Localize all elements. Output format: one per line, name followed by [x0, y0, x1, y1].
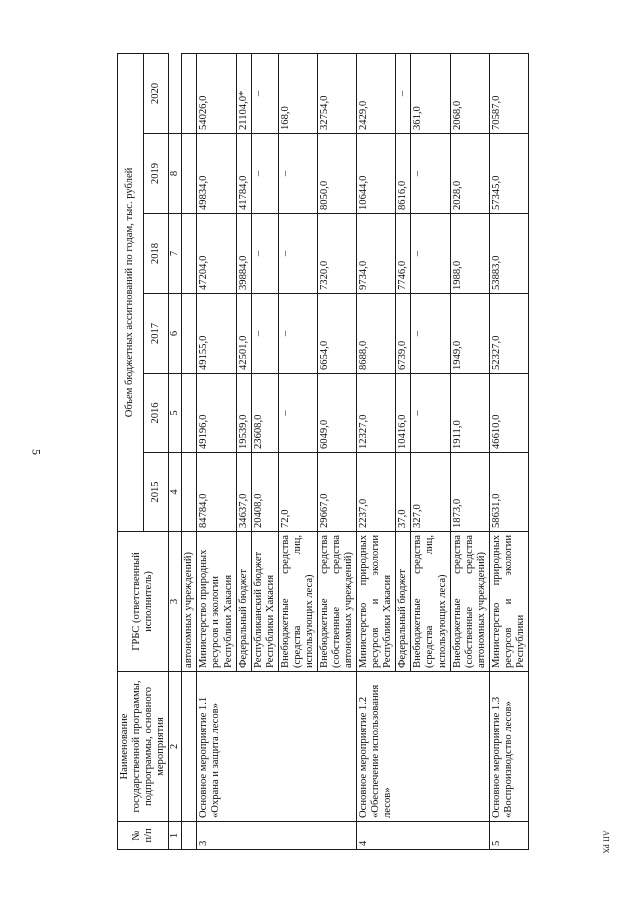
grbs-cell: Внебюджетные средства (собственные средства автономных учреждений)	[450, 532, 489, 672]
grbs-cell: Министерство природных ресурсов и экологии Республики Хакасия	[357, 532, 396, 672]
value-cell: 32754,0	[317, 53, 356, 133]
column-index: 3	[169, 532, 182, 672]
value-cell: 49196,0	[197, 374, 236, 453]
value-cell: 6654,0	[317, 294, 356, 374]
column-index: 8	[169, 134, 182, 214]
event-name: Основное мероприятие 1.3 «Воспроизводство лесов»	[489, 672, 528, 822]
grbs-cell: Внебюджетные средства (средства лиц, использующих леса)	[278, 532, 317, 672]
header-year: 2019	[143, 134, 169, 214]
header-year: 2020	[143, 53, 169, 133]
grbs-cell: Министерство природных ресурсов и экологии Республики Хакасия	[197, 532, 236, 672]
header-name: Наименование государственной программы, подпрограммы, основного мероприятия	[118, 672, 169, 822]
value-cell: 84784,0	[197, 453, 236, 532]
header-year: 2017	[143, 294, 169, 374]
value-cell: 49155,0	[197, 294, 236, 374]
table-row	[197, 53, 236, 849]
value-cell: 53883,0	[489, 214, 528, 294]
value-cell: 2237,0	[357, 453, 396, 532]
value-cell: 52327,0	[489, 294, 528, 374]
column-index-row	[169, 53, 182, 849]
grbs-cell: Внебюджетные средства (собственные средства автономных учреждений)	[317, 532, 356, 672]
value-cell: 8616,0	[396, 134, 411, 214]
value-cell: –	[251, 214, 278, 294]
value-cell: 57345,0	[489, 134, 528, 214]
value-cell: 168,0	[278, 53, 317, 133]
column-index: 5	[169, 374, 182, 453]
value-cell: –	[278, 374, 317, 453]
event-name: Основное мероприятие 1.1 «Охрана и защита лесов»	[197, 672, 357, 822]
value-cell: 6049,0	[317, 374, 356, 453]
value-cell: 41784,0	[236, 134, 251, 214]
header-year: 2015	[143, 453, 169, 532]
budget-table	[117, 53, 529, 850]
value-cell: –	[396, 53, 411, 133]
row-number: 3	[197, 822, 357, 850]
value-cell: 1911,0	[450, 374, 489, 453]
value-cell: 70587,0	[489, 53, 528, 133]
value-cell: 58631,0	[489, 453, 528, 532]
value-cell: –	[251, 53, 278, 133]
value-cell: 7746,0	[396, 214, 411, 294]
value-cell: –	[278, 294, 317, 374]
column-index: 7	[169, 214, 182, 294]
value-cell: 23608,0	[251, 374, 278, 453]
value-cell: 19539,0	[236, 374, 251, 453]
header-row-1	[118, 53, 144, 849]
value-cell: 46610,0	[489, 374, 528, 453]
value-cell: 42501,0	[236, 294, 251, 374]
value-cell: 12327,0	[357, 374, 396, 453]
value-cell: 72,0	[278, 453, 317, 532]
value-cell: 8688,0	[357, 294, 396, 374]
value-cell: –	[278, 214, 317, 294]
header-year: 2018	[143, 214, 169, 294]
value-cell: –	[411, 134, 450, 214]
value-cell: 39884,0	[236, 214, 251, 294]
column-index: 6	[169, 294, 182, 374]
rotated-table-container	[117, 54, 540, 850]
row-number: 5	[489, 822, 528, 850]
grbs-cell: Республиканский бюджет Республики Хакасия	[251, 532, 278, 672]
row-number: 4	[357, 822, 490, 850]
table-row	[489, 53, 528, 849]
value-cell: –	[411, 294, 450, 374]
value-cell: 2028,0	[450, 134, 489, 214]
grbs-cell: Федеральный бюджет	[236, 532, 251, 672]
value-cell: 20408,0	[251, 453, 278, 532]
event-name: Основное мероприятие 1.2 «Обеспечение использования лесов»	[357, 672, 490, 822]
value-cell: 2068,0	[450, 53, 489, 133]
value-cell: 1949,0	[450, 294, 489, 374]
value-cell: 21104,0*	[236, 53, 251, 133]
table-row-carry-over	[182, 53, 197, 849]
value-cell: –	[251, 294, 278, 374]
value-cell: 2429,0	[357, 53, 396, 133]
value-cell: 1988,0	[450, 214, 489, 294]
value-cell: 1873,0	[450, 453, 489, 532]
header-year: 2016	[143, 374, 169, 453]
header-no: № п/п	[118, 822, 169, 850]
value-cell: 361,0	[411, 53, 450, 133]
value-cell: 54026,0	[197, 53, 236, 133]
value-cell: –	[411, 214, 450, 294]
value-cell: –	[411, 374, 450, 453]
value-cell: 327,0	[411, 453, 450, 532]
column-index: 4	[169, 453, 182, 532]
value-cell: 29667,0	[317, 453, 356, 532]
value-cell: 47204,0	[197, 214, 236, 294]
grbs-cell: Федеральный бюджет	[396, 532, 411, 672]
footer-mark: АП РХ	[601, 830, 611, 854]
value-cell: 10644,0	[357, 134, 396, 214]
value-cell: –	[251, 134, 278, 214]
header-grbs: ГРБС (ответственный исполнитель)	[118, 532, 169, 672]
value-cell: 37,0	[396, 453, 411, 532]
value-cell: 9734,0	[357, 214, 396, 294]
value-cell: 6739,0	[396, 294, 411, 374]
grbs-cell: Внебюджетные средства (средства лиц, использующих леса)	[411, 532, 450, 672]
value-cell: 7320,0	[317, 214, 356, 294]
value-cell: –	[278, 134, 317, 214]
column-index: 2	[169, 672, 182, 822]
grbs-cell: Министерство природных ресурсов и экологии Республики	[489, 532, 528, 672]
header-volume: Объем бюджетных ассигнований по годам, тыс. рублей	[118, 53, 144, 531]
value-cell: 8050,0	[317, 134, 356, 214]
table-row	[357, 53, 396, 849]
column-index: 1	[169, 822, 182, 850]
page-number: 5	[29, 449, 44, 455]
grbs-cell: автономных учреждений)	[182, 532, 197, 672]
value-cell: 10416,0	[396, 374, 411, 453]
value-cell: 34637,0	[236, 453, 251, 532]
value-cell: 49834,0	[197, 134, 236, 214]
